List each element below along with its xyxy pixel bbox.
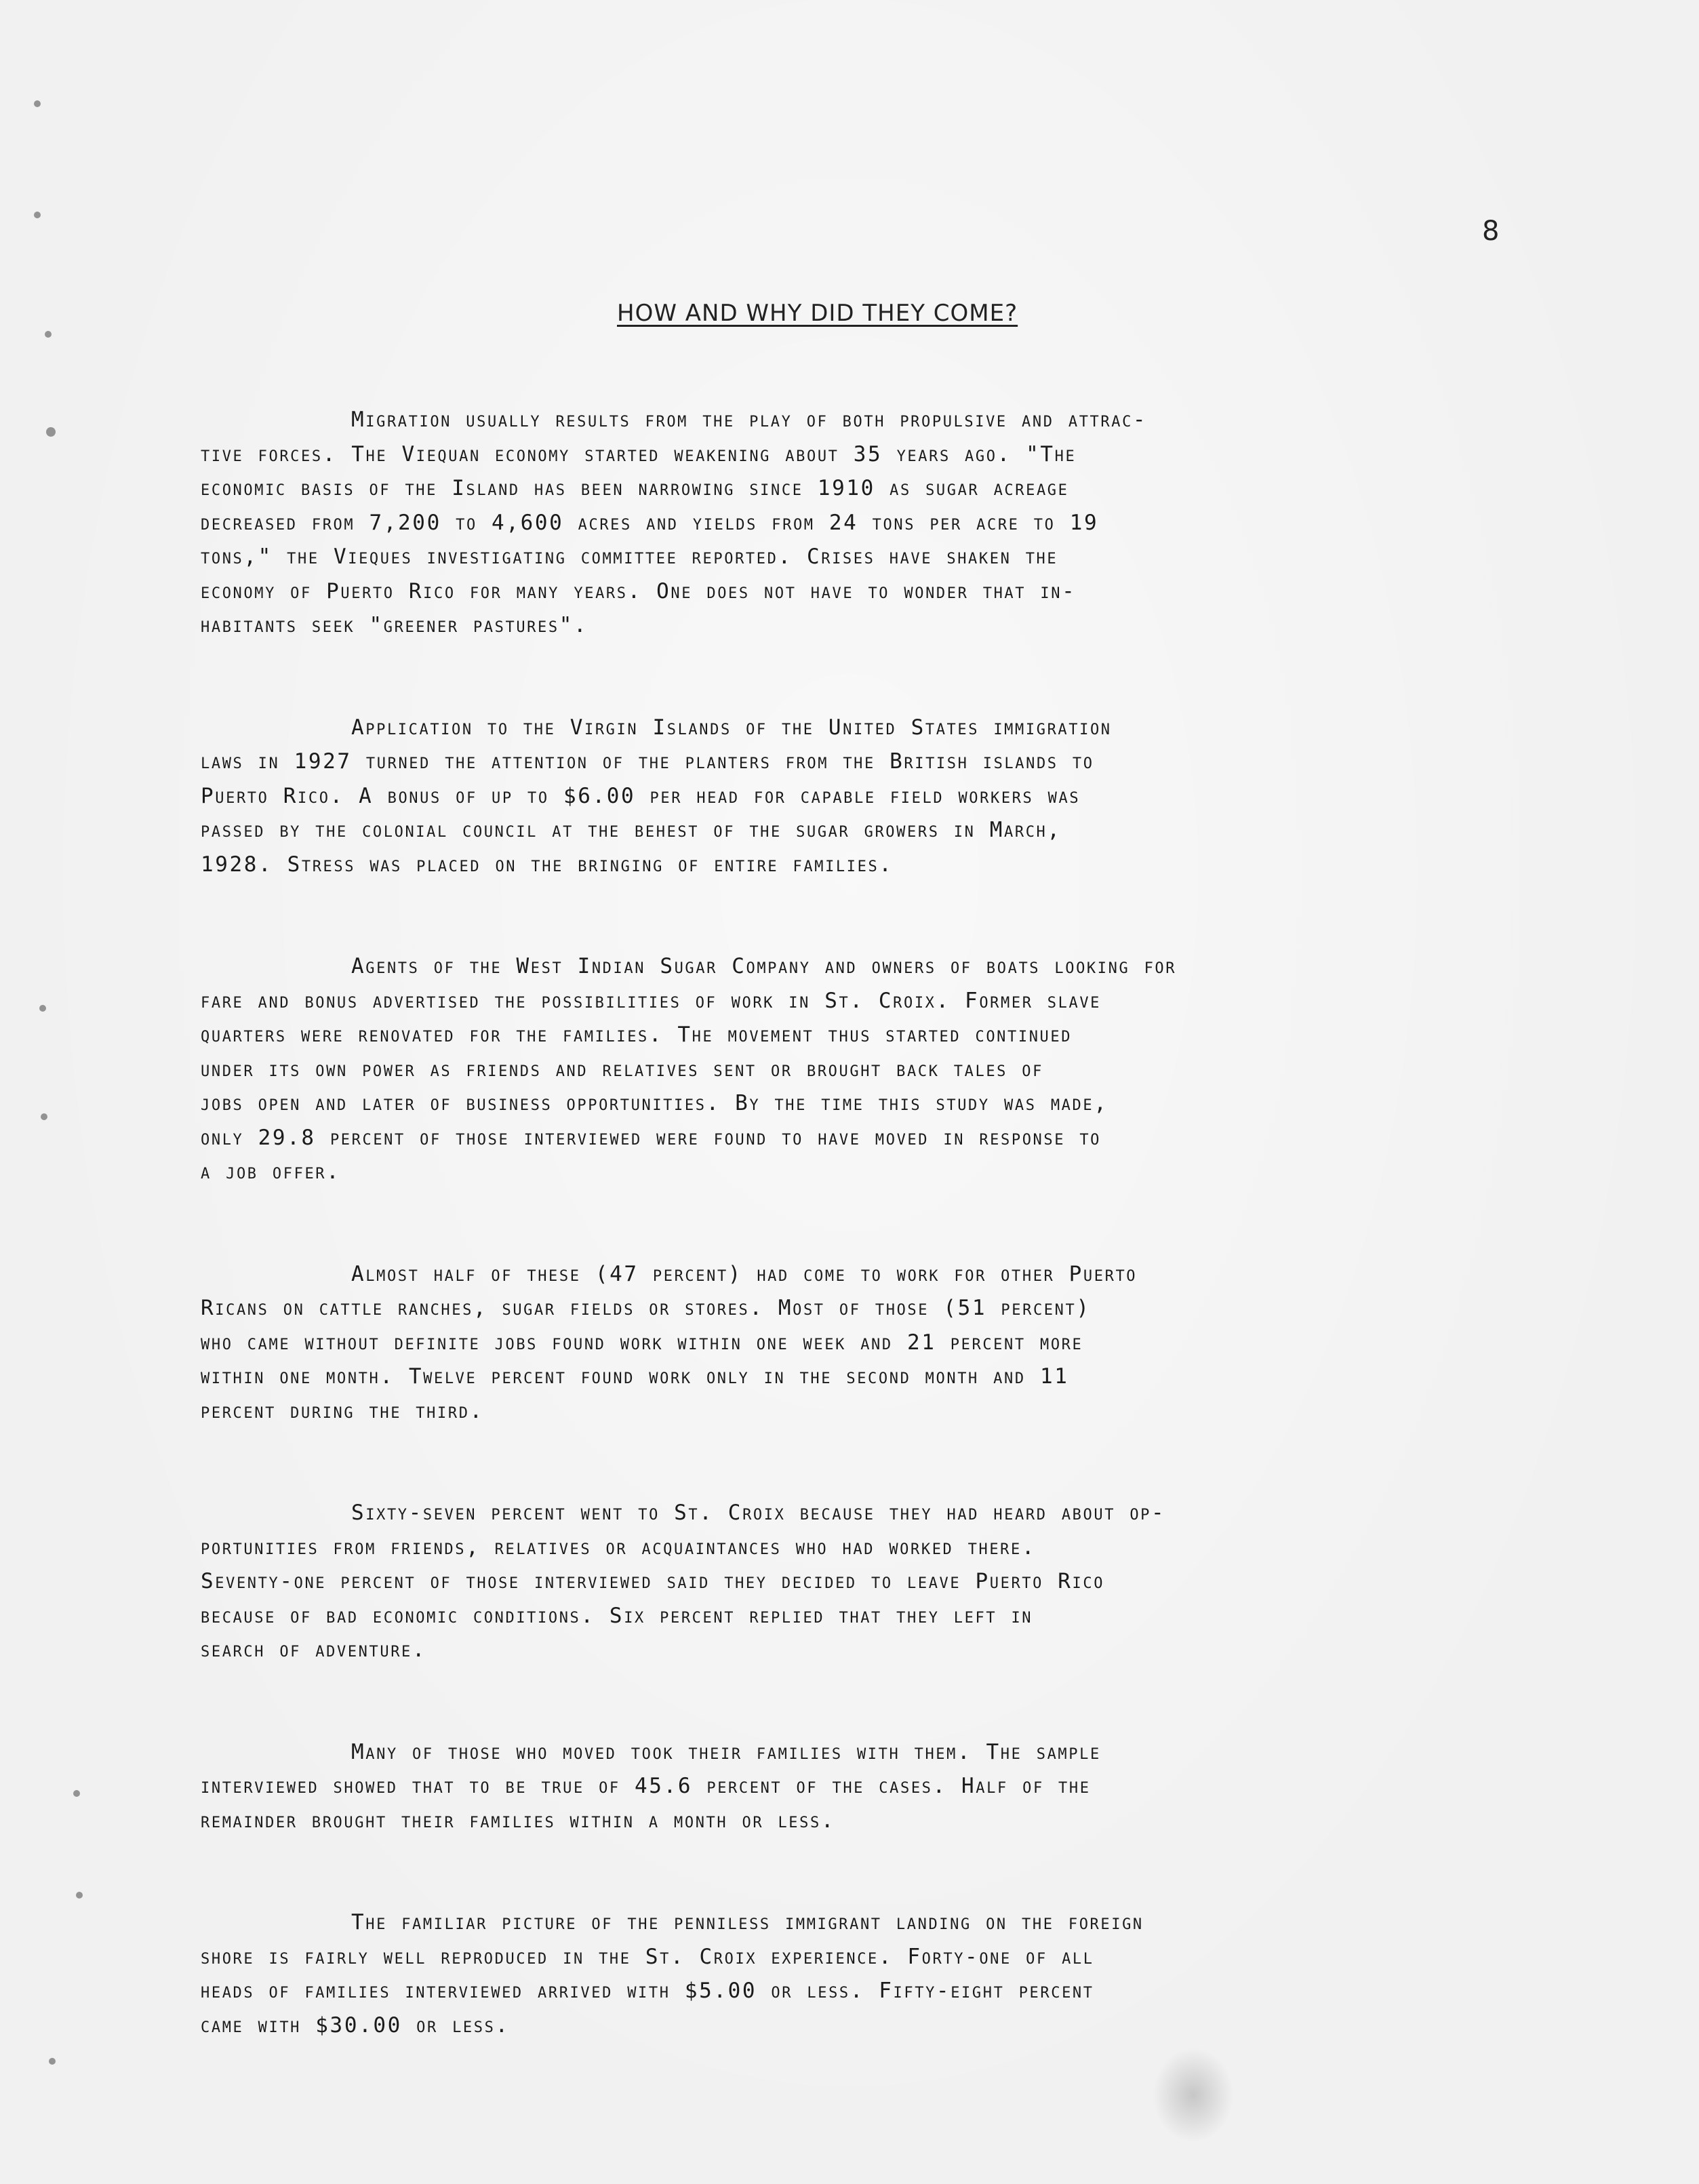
paragraph <box>201 1257 1550 1429</box>
text-line: The familiar picture of the penniless immigrant landing on the foreign <box>351 1910 1144 1934</box>
text-line: shore is fairly well reproduced in the St. Croix experience. Forty-one of all <box>201 1944 1094 1969</box>
text-line: who came without definite jobs found work within one week and 21 percent more <box>201 1330 1083 1355</box>
text-line: economy of Puerto Rico for many years. One does not have to wonder that in- <box>201 578 1077 603</box>
text-line: decreased from 7,200 to 4,600 acres and yields from 24 tons per acre to 19 <box>201 510 1099 535</box>
page-number: 8 <box>1482 216 1500 247</box>
text-line: economic basis of the Island has been narrowing since 1910 as sugar acreage <box>201 476 1069 500</box>
text-line: came with $30.00 or less. <box>201 2012 510 2038</box>
punch-mark <box>76 1892 83 1899</box>
punch-mark <box>73 1790 80 1797</box>
text-line: Ricans on cattle ranches, sugar fields or stores. Most of those (51 percent) <box>201 1296 1091 1320</box>
section-heading: HOW AND WHY DID THEY COME? <box>617 300 1018 327</box>
text-line: Puerto Rico. A bonus of up to $6.00 per head for capable field workers was <box>201 783 1081 808</box>
punch-mark <box>39 1005 46 1012</box>
text-line: habitants seek "greener pastures". <box>201 613 588 637</box>
text-line: remainder brought their families within a month or less. <box>201 1808 836 1833</box>
text-line: Application to the Virgin Islands of the United States immigration <box>351 715 1112 740</box>
text-line: heads of families interviewed arrived with $5.00 or less. Fifty-eight percent <box>201 1979 1094 2003</box>
punch-mark <box>46 427 56 437</box>
punch-mark <box>45 331 52 338</box>
punch-mark <box>41 1113 47 1120</box>
body-text <box>201 403 1550 2110</box>
text-line: Sixty-seven percent went to St. Croix because they had heard about op- <box>351 1501 1166 1525</box>
text-line: Migration usually results from the play of both propulsive and attrac- <box>351 408 1148 432</box>
punch-mark <box>34 100 41 107</box>
paragraph <box>201 711 1550 882</box>
text-line: because of bad economic conditions. Six percent replied that they left in <box>201 1603 1033 1628</box>
text-line: portunities from friends, relatives or acquaintances who had worked there. <box>201 1534 1037 1560</box>
text-line: fare and bonus advertised the possibilities of work in St. Croix. Former slave <box>201 988 1102 1013</box>
text-line: interviewed showed that to be true of 45.6 percent of the cases. Half of the <box>201 1774 1091 1798</box>
text-line: quarters were renovated for the families. The movement thus started continued <box>201 1022 1073 1047</box>
paragraph <box>201 949 1550 1189</box>
paragraph <box>201 1735 1550 1838</box>
punch-mark <box>49 2058 56 2065</box>
text-line: within one month. Twelve percent found work only in the second month and 11 <box>201 1364 1069 1389</box>
text-line: a job offer. <box>201 1159 341 1184</box>
paragraph <box>201 1905 1550 2042</box>
text-line: tons," the Vieques investigating committee reported. Crises have shaken the <box>201 544 1058 569</box>
text-line: Agents of the West Indian Sugar Company and owners of boats looking for <box>351 954 1177 978</box>
text-line: jobs open and later of business opportunities. By the time this study was made, <box>201 1091 1108 1115</box>
text-line: Many of those who moved took their families with them. The sample <box>351 1739 1101 1764</box>
text-line: tive forces. The Viequan economy started weakening about 35 years ago. "The <box>201 441 1077 466</box>
text-line: laws in 1927 turned the attention of the planters from the British islands to <box>201 749 1094 774</box>
text-line: percent during the third. <box>201 1398 484 1423</box>
text-line: 1928. Stress was placed on the bringing of entire families. <box>201 852 894 877</box>
text-line: search of adventure. <box>201 1637 427 1662</box>
paragraph <box>201 403 1550 643</box>
text-line: passed by the colonial council at the behest of the sugar growers in March, <box>201 818 1062 842</box>
paragraph <box>201 1496 1550 1667</box>
text-line: only 29.8 percent of those interviewed were found to have moved in response to <box>201 1125 1102 1150</box>
text-line: Almost half of these (47 percent) had come to work for other Puerto <box>351 1261 1138 1286</box>
text-line: Seventy-one percent of those interviewed said they decided to leave Puerto Rico <box>201 1569 1105 1593</box>
punch-mark <box>34 212 41 218</box>
text-line: under its own power as friends and relatives sent or brought back tales of <box>201 1056 1043 1081</box>
